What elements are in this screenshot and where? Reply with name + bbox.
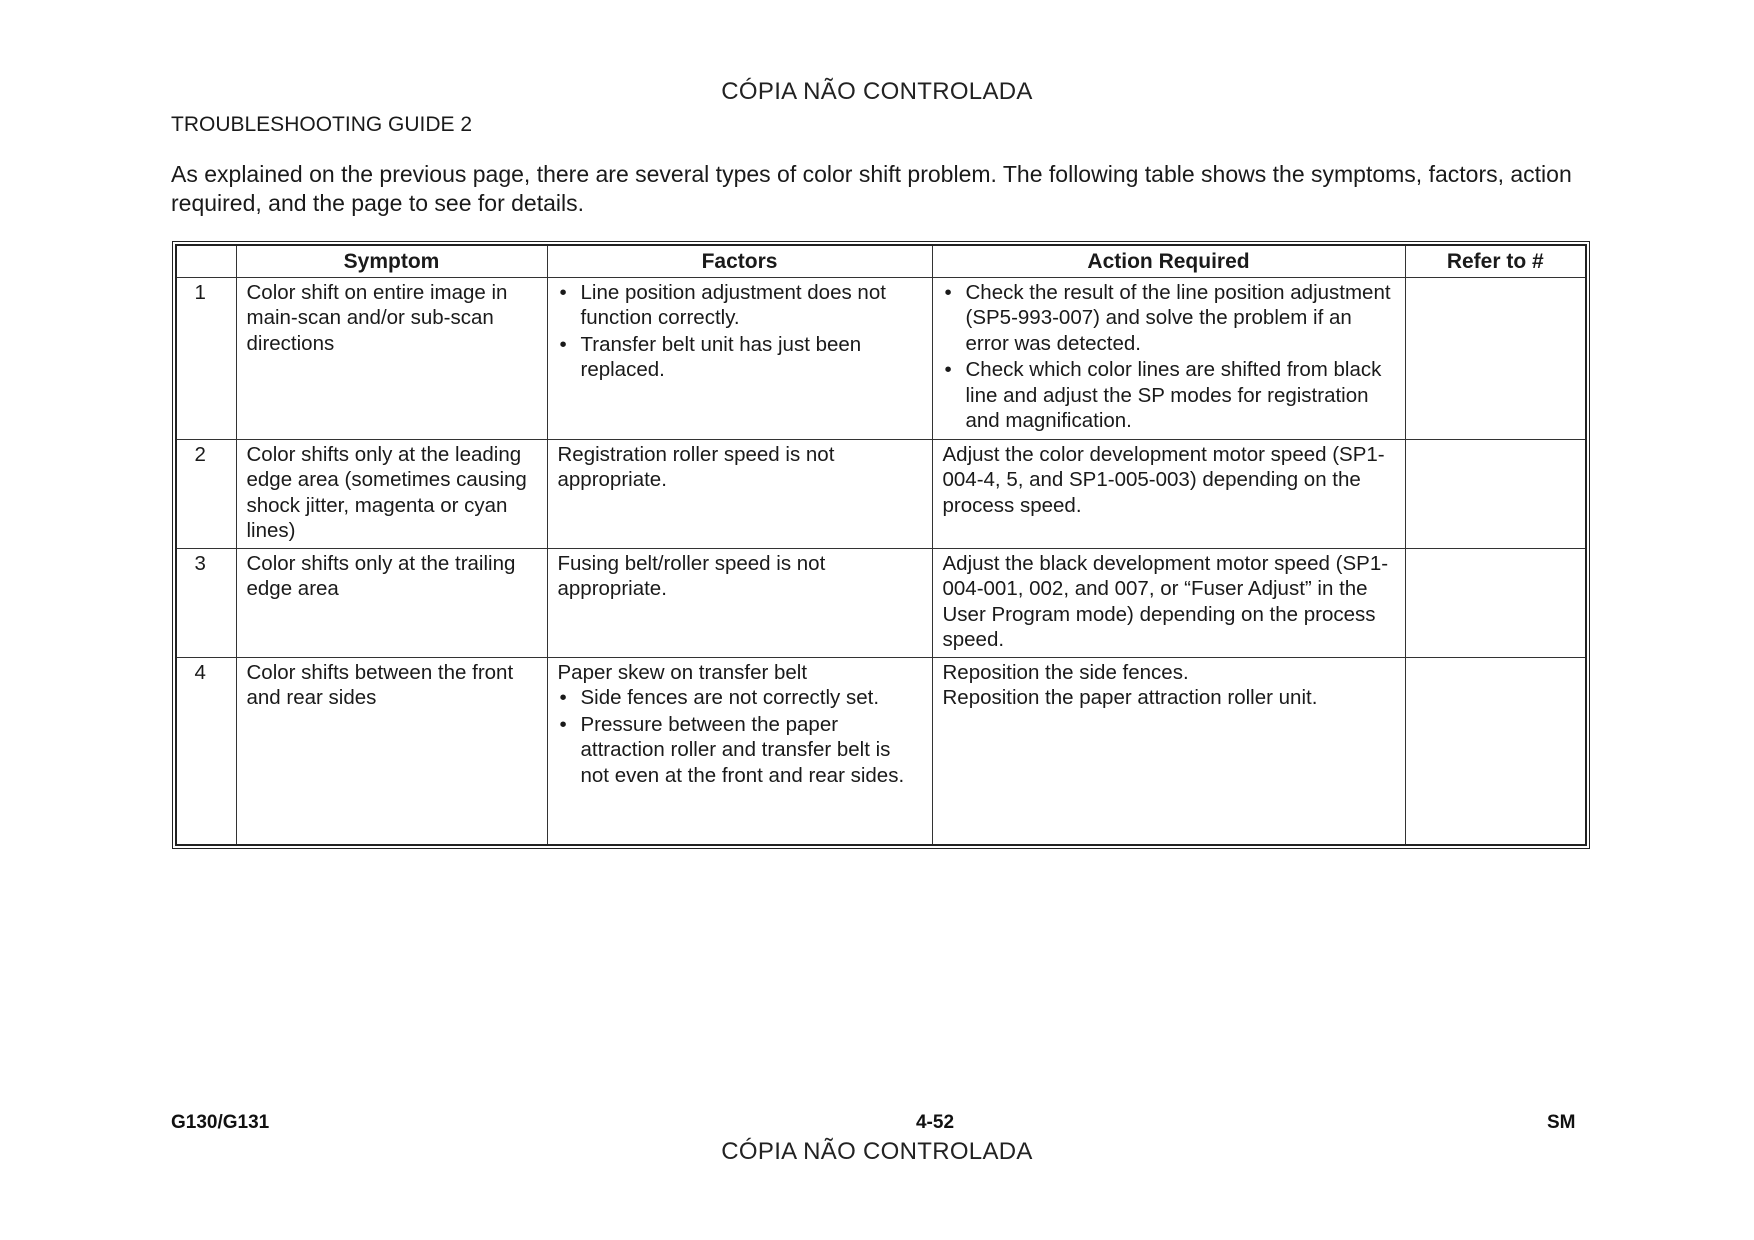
header-factors: Factors (547, 245, 932, 277)
list-item: • Pressure between the paper attraction roller and transfer belt is not even at the front and rear sides. (559, 712, 905, 787)
table-row (176, 277, 1586, 439)
factors-list (558, 685, 922, 788)
factors-list (558, 280, 922, 383)
symptom-cell: Color shifts only at the trailing edge area (236, 548, 547, 657)
factors-cell: Fusing belt/roller speed is not appropriate. (547, 548, 932, 657)
factors-lead: Paper skew on transfer belt (557, 660, 808, 684)
bullet-icon: • (559, 686, 567, 709)
header-refer-to: Refer to # (1405, 245, 1586, 277)
footer-manual-type: SM (1547, 1112, 1576, 1133)
list-item: • Check which color lines are shifted from black line and adjust the SP modes for registration and magnification. (944, 358, 1382, 432)
row-number: 3 (176, 548, 236, 657)
table-header-row (176, 245, 1586, 277)
intro-paragraph: As explained on the previous page, there are several types of color shift problem. The following table shows the symptoms, factors, action required, and the page to see for details. (171, 161, 1572, 216)
refer-cell (1405, 277, 1586, 439)
row-number: 2 (176, 439, 236, 548)
list-item: • Transfer belt unit has just been replaced. (559, 332, 862, 381)
header-number (176, 245, 236, 277)
row-number: 4 (176, 657, 236, 845)
footer-model: G130/G131 (171, 1112, 270, 1133)
table-row (176, 439, 1586, 548)
symptom-cell: Color shift on entire image in main-scan and/or sub-scan directions (236, 277, 547, 439)
list-item: • Line position adjustment does not function correctly. (559, 280, 886, 329)
table-row (176, 548, 1586, 657)
action-cell (932, 277, 1405, 439)
action-cell: Adjust the black development motor speed (SP1-004-001, 002, and 007, or “Fuser Adjust” in the User Program mode) depending on the process speed. (932, 548, 1405, 657)
refer-cell (1405, 657, 1586, 845)
section-title: TROUBLESHOOTING GUIDE 2 (171, 113, 473, 136)
bullet-icon: • (559, 712, 567, 736)
factors-cell: Registration roller speed is not appropriate. (547, 439, 932, 548)
action-line: Reposition the side fences. (942, 660, 1189, 684)
factors-cell (547, 277, 932, 439)
troubleshooting-table (175, 244, 1587, 846)
action-line: Reposition the paper attraction roller unit. (942, 686, 1318, 709)
factors-cell (547, 657, 932, 845)
row-number: 1 (176, 277, 236, 439)
bullet-icon: • (944, 280, 952, 304)
footer-page-number: 4-52 (915, 1112, 955, 1133)
table-row (176, 657, 1586, 845)
symptom-cell: Color shifts only at the leading edge area (sometimes causing shock jitter, magenta or cyan lines) (236, 439, 547, 548)
action-cell: Adjust the color development motor speed (SP1-004-4, 5, and SP1-005-003) depending on the process speed. (932, 439, 1405, 548)
header-action-required: Action Required (932, 245, 1405, 277)
watermark-top: CÓPIA NÃO CONTROLADA (721, 78, 1033, 105)
action-list (943, 280, 1395, 434)
troubleshooting-table-frame (172, 241, 1590, 849)
symptom-cell: Color shifts between the front and rear sides (236, 657, 547, 845)
list-item: • Check the result of the line position adjustment (SP5-993-007) and solve the problem if an error was detected. (944, 280, 1391, 355)
bullet-icon: • (559, 332, 567, 356)
refer-cell (1405, 548, 1586, 657)
bullet-icon: • (944, 358, 952, 381)
watermark-bottom: CÓPIA NÃO CONTROLADA (721, 1138, 1033, 1165)
refer-cell (1405, 439, 1586, 548)
header-symptom: Symptom (236, 245, 547, 277)
bullet-icon: • (559, 280, 567, 304)
action-cell (932, 657, 1405, 845)
list-item: • Side fences are not correctly set. (559, 686, 880, 709)
